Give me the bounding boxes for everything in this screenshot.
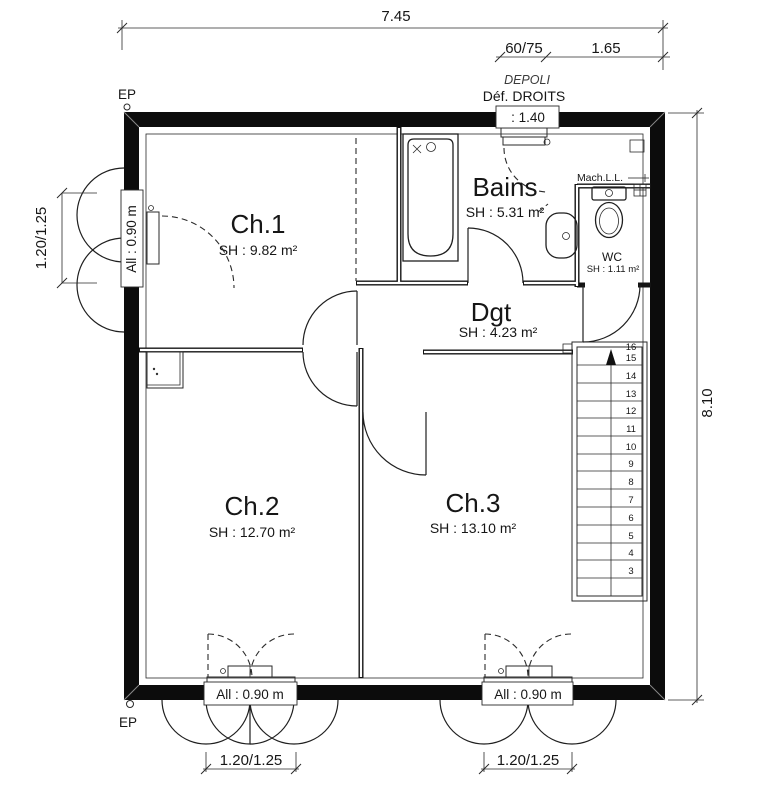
step-number: 16: [625, 342, 637, 353]
room-name-ch3: Ch.3: [445, 488, 501, 518]
step-number: 15: [625, 353, 637, 364]
top-window-sill-label: : 1.40: [511, 110, 545, 125]
mach-ll-label: Mach.L.L.: [576, 172, 624, 184]
step-number: 6: [628, 513, 634, 524]
bottom-right-allege-label: All : 0.90 m: [494, 687, 562, 702]
dim-overall-height: 8.10: [699, 388, 716, 418]
step-number: 13: [625, 389, 637, 400]
wall-right: [650, 112, 665, 700]
step-number: 11: [626, 424, 636, 435]
dim-overall-width: 7.45: [381, 8, 411, 25]
room-area-dgt: SH : 4.23 m²: [458, 324, 538, 340]
step-number: 4: [628, 548, 634, 559]
step-number: 7: [628, 495, 634, 506]
room-name-ch1: Ch.1: [230, 209, 286, 239]
depoli-label: DEPOLI: [504, 73, 550, 87]
wall-top: [124, 112, 665, 127]
room-name-dgt: Dgt: [470, 297, 512, 327]
room-name-ch2: Ch.2: [224, 491, 280, 521]
room-area-bains: SH : 5.31 m²: [465, 204, 545, 220]
step-number: 10: [625, 442, 637, 453]
bottom-left-allege-label: All : 0.90 m: [216, 687, 284, 702]
dim-bottom-right-shutter: 1.20/1.25: [496, 752, 560, 769]
step-number: 14: [625, 371, 637, 382]
dim-top-window: 60/75: [505, 40, 543, 57]
def-droits-label: Déf. DROITS: [482, 88, 566, 104]
room-name-bains: Bains: [472, 172, 538, 202]
ep-label-top: EP: [117, 87, 137, 102]
step-number: 3: [628, 566, 634, 577]
room-area-ch2: SH : 12.70 m²: [208, 524, 296, 540]
ep-label-bottom: EP: [118, 715, 138, 730]
room-name-wc: WC: [602, 250, 622, 264]
left-window-allege-label: All : 0.90 m: [124, 205, 139, 273]
room-area-ch1: SH : 9.82 m²: [218, 242, 298, 258]
dim-top-right-segment: 1.65: [591, 40, 621, 57]
step-number: 8: [628, 477, 634, 488]
dim-bottom-left-shutter: 1.20/1.25: [219, 752, 283, 769]
step-number: 9: [628, 459, 634, 470]
dim-left-shutter: 1.20/1.25: [33, 206, 50, 270]
room-area-ch3: SH : 13.10 m²: [429, 520, 517, 536]
room-area-wc: SH : 1.11 m²: [586, 264, 640, 275]
step-number: 5: [628, 531, 634, 542]
step-number: 12: [625, 406, 637, 417]
